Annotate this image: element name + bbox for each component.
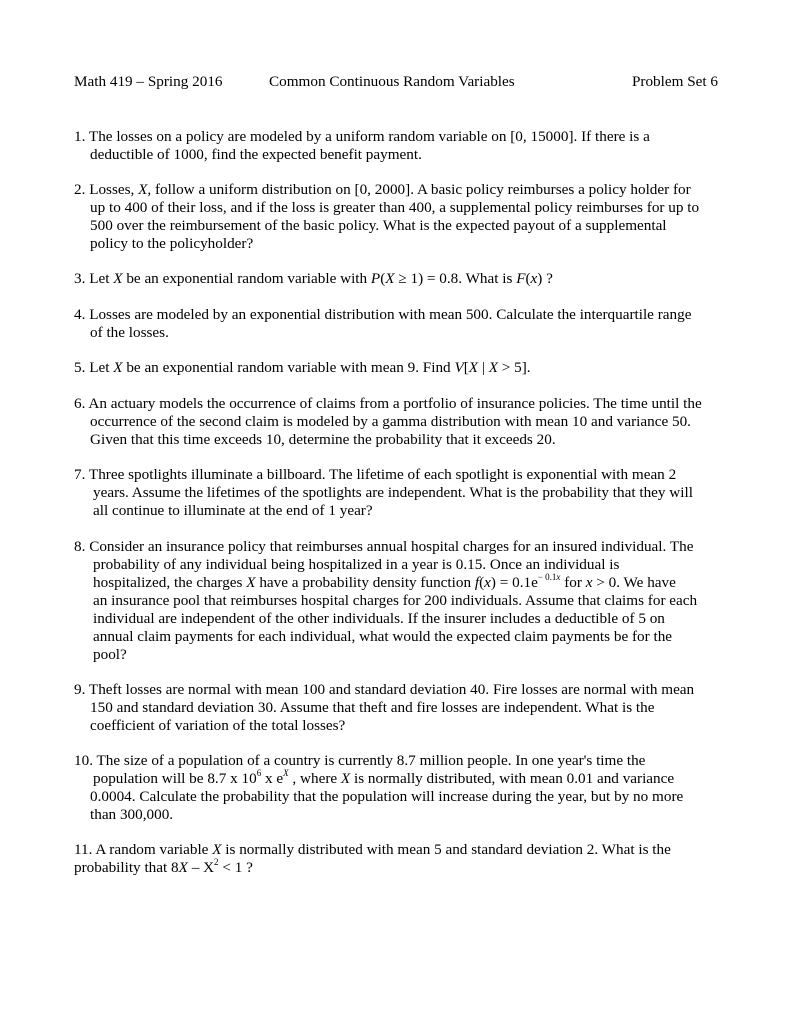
course-title: Math 419 – Spring 2016 [74, 73, 223, 90]
text-line: pool? [93, 646, 127, 663]
text-line: population will be 8.7 x $10^6$ x $e^X$ , where X is normally distributed, with mean 0.01 and variance [93, 767, 675, 787]
text-line: occurrence of the second claim is modeled by a gamma distribution with mean 10 and variance 50. [90, 413, 691, 430]
text-line: 11. A random variable X is normally distributed with mean 5 and standard deviation 2. What is the [74, 841, 671, 858]
text-line: than 300,000. [90, 806, 174, 823]
problem-3 [74, 270, 719, 288]
text-line: probability that $8X - X^2 < 1$ ? [74, 856, 253, 876]
page-header [74, 73, 718, 93]
text-line: 10. The size of a population of a country is currently 8.7 million people. In one year's time the [74, 752, 646, 769]
problem-set-label: Problem Set 6 [631, 73, 718, 90]
text-line: up to 400 of their loss, and if the loss is greater than 400, a supplemental policy reimburses for up to [90, 199, 700, 216]
problem-9 [74, 681, 719, 735]
problem-8 [74, 538, 719, 664]
text-line: 1. The losses on a policy are modeled by a uniform random variable on [0, 15000]. If there is a [74, 128, 650, 145]
document-topic: Common Continuous Random Variables [269, 73, 515, 90]
text-line: 6. An actuary models the occurrence of claims from a portfolio of insurance policies. The time until the [74, 395, 702, 412]
text-line: all continue to illuminate at the end of 1 year? [93, 502, 373, 519]
problem-2 [74, 181, 719, 253]
text-line: 500 over the reimbursement of the basic policy. What is the expected payout of a supplemental [90, 217, 667, 234]
text-line: 8. Consider an insurance policy that reimburses annual hospital charges for an insured individual. The [74, 538, 694, 555]
problem-6 [74, 395, 719, 449]
text-line: coefficient of variation of the total losses? [90, 717, 346, 734]
text-line: 0.0004. Calculate the probability that the population will increase during the year, but by no more [90, 788, 684, 805]
problem-7 [74, 466, 719, 520]
problem-4 [74, 306, 719, 342]
text-line: 7. Three spotlights illuminate a billboard. The lifetime of each spotlight is exponential with mean 2 [74, 466, 677, 483]
text-line: 5. Let X be an exponential random variable with mean 9. Find V[X | X > 5]. [74, 359, 531, 376]
text-line: hospitalized, the charges X have a probability density function $f(x) = 0.1e^{- 0.1x}$ for x > 0. We have [93, 571, 676, 591]
text-line: 150 and standard deviation 30. Assume that theft and fire losses are independent. What is the [90, 699, 655, 716]
text-line: years. Assume the lifetimes of the spotlights are independent. What is the probability that they will [93, 484, 693, 501]
text-line: 2. Losses, X, follow a uniform distribution on [0, 2000]. A basic policy reimburses a policy holder for [74, 181, 691, 198]
text-line: of the losses. [90, 324, 169, 341]
problem-1 [74, 128, 719, 164]
text-line: 9. Theft losses are normal with mean 100 and standard deviation 40. Fire losses are normal with mean [74, 681, 695, 698]
text-line: an insurance pool that reimburses hospital charges for 200 individuals. Assume that claims for each [93, 592, 698, 609]
text-line: 4. Losses are modeled by an exponential distribution with mean 500. Calculate the interquartile range [74, 306, 692, 323]
problem-5 [74, 359, 719, 377]
text-line: deductible of 1000, find the expected benefit payment. [90, 146, 422, 163]
problem-11 [74, 841, 719, 877]
text-line: Given that this time exceeds 10, determine the probability that it exceeds 20. [90, 431, 556, 448]
text-line: annual claim payments for each individual, what would the expected claim payments be for the [93, 628, 673, 645]
text-line: probability of any individual being hospitalized in a year is 0.15. Once an individual is [93, 556, 620, 573]
problem-10 [74, 752, 719, 824]
text-line: individual are independent of the other individuals. If the insurer includes a deductible of 5 on [93, 610, 665, 627]
text-line: 3. Let X be an exponential random variable with P(X ≥ 1) = 0.8. What is F(x) ? [74, 270, 553, 287]
text-line: policy to the policyholder? [90, 235, 254, 252]
